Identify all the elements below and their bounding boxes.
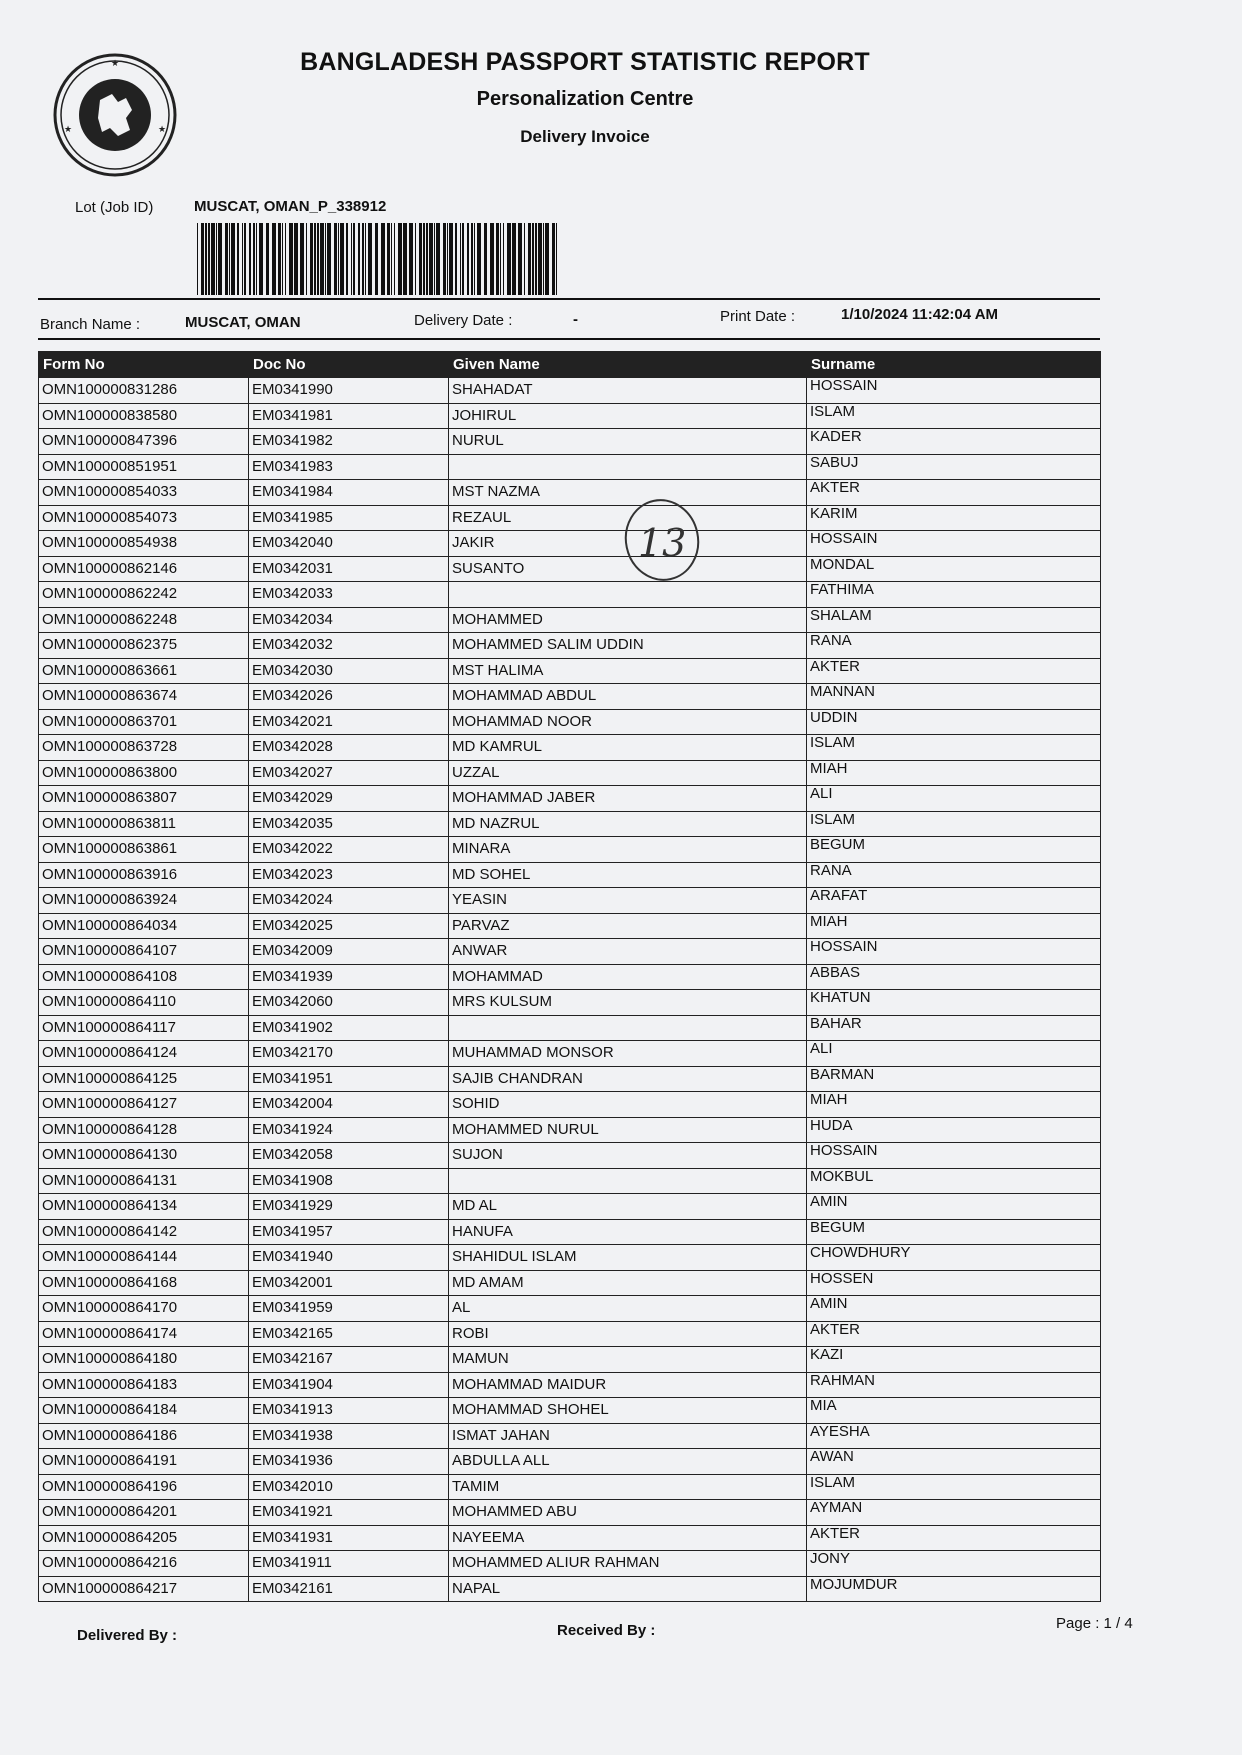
table-row — [39, 454, 1101, 480]
table-row — [39, 531, 1101, 557]
doc-no-cell: EM0342165 — [249, 1321, 449, 1347]
column-header-form-no: Form No — [39, 352, 249, 378]
doc-no-cell: EM0342029 — [249, 786, 449, 812]
given-name-cell: MST HALIMA — [449, 658, 807, 684]
form-no-cell: OMN100000864205 — [39, 1525, 249, 1551]
form-no-cell: OMN100000864128 — [39, 1117, 249, 1143]
doc-no-cell: EM0342024 — [249, 888, 449, 914]
table-row — [39, 1321, 1101, 1347]
table-row — [39, 1398, 1101, 1424]
doc-no-cell: EM0341983 — [249, 454, 449, 480]
surname-cell: MOKBUL — [807, 1168, 1101, 1194]
surname-cell: KADER — [807, 429, 1101, 455]
table-row — [39, 684, 1101, 710]
surname-cell: MIAH — [807, 913, 1101, 939]
surname-cell: KHATUN — [807, 990, 1101, 1016]
doc-no-cell: EM0341982 — [249, 429, 449, 455]
given-name-cell: JOHIRUL — [449, 403, 807, 429]
table-header-row — [39, 352, 1101, 378]
given-name-cell: JAKIR — [449, 531, 807, 557]
doc-no-cell: EM0342058 — [249, 1143, 449, 1169]
table-row — [39, 939, 1101, 965]
surname-cell: RANA — [807, 862, 1101, 888]
table-row — [39, 1015, 1101, 1041]
surname-cell: ALI — [807, 786, 1101, 812]
doc-no-cell: EM0342004 — [249, 1092, 449, 1118]
given-name-cell: HANUFA — [449, 1219, 807, 1245]
table-row — [39, 990, 1101, 1016]
surname-cell: AKTER — [807, 480, 1101, 506]
given-name-cell: MOHAMMAD SHOHEL — [449, 1398, 807, 1424]
table-row — [39, 786, 1101, 812]
given-name-cell: SUJON — [449, 1143, 807, 1169]
form-no-cell: OMN100000863924 — [39, 888, 249, 914]
doc-no-cell: EM0341985 — [249, 505, 449, 531]
surname-cell: ISLAM — [807, 403, 1101, 429]
table-row — [39, 913, 1101, 939]
divider — [38, 338, 1100, 340]
given-name-cell: MD AL — [449, 1194, 807, 1220]
doc-no-cell: EM0342009 — [249, 939, 449, 965]
form-no-cell: OMN100000864110 — [39, 990, 249, 1016]
lot-label: Lot (Job ID) — [75, 199, 154, 216]
surname-cell: HOSSAIN — [807, 378, 1101, 404]
table-row — [39, 964, 1101, 990]
form-no-cell: OMN100000864034 — [39, 913, 249, 939]
given-name-cell: ROBI — [449, 1321, 807, 1347]
surname-cell: MIA — [807, 1398, 1101, 1424]
table-row — [39, 888, 1101, 914]
table-row — [39, 760, 1101, 786]
given-name-cell — [449, 1015, 807, 1041]
barcode-icon — [197, 223, 559, 295]
surname-cell: MONDAL — [807, 556, 1101, 582]
surname-cell: BEGUM — [807, 837, 1101, 863]
surname-cell: ISLAM — [807, 735, 1101, 761]
table-row — [39, 1168, 1101, 1194]
doc-no-cell: EM0342022 — [249, 837, 449, 863]
surname-cell: HOSSEN — [807, 1270, 1101, 1296]
given-name-cell: REZAUL — [449, 505, 807, 531]
form-no-cell: OMN100000864183 — [39, 1372, 249, 1398]
form-no-cell: OMN100000862375 — [39, 633, 249, 659]
delivery-date-label: Delivery Date : — [414, 312, 513, 329]
doc-no-cell: EM0342030 — [249, 658, 449, 684]
form-no-cell: OMN100000864131 — [39, 1168, 249, 1194]
surname-cell: CHOWDHURY — [807, 1245, 1101, 1271]
form-no-cell: OMN100000864127 — [39, 1092, 249, 1118]
table-row — [39, 1525, 1101, 1551]
surname-cell: HOSSAIN — [807, 939, 1101, 965]
column-header-surname: Surname — [807, 352, 1101, 378]
given-name-cell: MOHAMMED NURUL — [449, 1117, 807, 1143]
given-name-cell: MOHAMMAD MAIDUR — [449, 1372, 807, 1398]
report-title: BANGLADESH PASSPORT STATISTIC REPORT — [300, 48, 870, 76]
given-name-cell: SOHID — [449, 1092, 807, 1118]
doc-no-cell: EM0342034 — [249, 607, 449, 633]
doc-no-cell: EM0341929 — [249, 1194, 449, 1220]
surname-cell: KAZI — [807, 1347, 1101, 1373]
received-by-label: Received By : — [557, 1622, 656, 1639]
surname-cell: RAHMAN — [807, 1372, 1101, 1398]
doc-no-cell: EM0342035 — [249, 811, 449, 837]
doc-no-cell: EM0342032 — [249, 633, 449, 659]
given-name-cell: TAMIM — [449, 1474, 807, 1500]
form-no-cell: OMN100000864117 — [39, 1015, 249, 1041]
surname-cell: SHALAM — [807, 607, 1101, 633]
table-row — [39, 1245, 1101, 1271]
doc-no-cell: EM0342001 — [249, 1270, 449, 1296]
form-no-cell: OMN100000847396 — [39, 429, 249, 455]
given-name-cell: MOHAMMED ABU — [449, 1500, 807, 1526]
given-name-cell: ISMAT JAHAN — [449, 1423, 807, 1449]
doc-no-cell: EM0341981 — [249, 403, 449, 429]
surname-cell: AYMAN — [807, 1500, 1101, 1526]
doc-no-cell: EM0342028 — [249, 735, 449, 761]
table-row — [39, 378, 1101, 404]
form-no-cell: OMN100000854033 — [39, 480, 249, 506]
doc-no-cell: EM0341959 — [249, 1296, 449, 1322]
given-name-cell: ANWAR — [449, 939, 807, 965]
form-no-cell: OMN100000863674 — [39, 684, 249, 710]
given-name-cell: NAPAL — [449, 1576, 807, 1602]
form-no-cell: OMN100000864168 — [39, 1270, 249, 1296]
doc-no-cell: EM0341940 — [249, 1245, 449, 1271]
form-no-cell: OMN100000863916 — [39, 862, 249, 888]
handwritten-circle-note — [622, 496, 704, 584]
given-name-cell: SUSANTO — [449, 556, 807, 582]
doc-no-cell: EM0341984 — [249, 480, 449, 506]
report-subtitle: Personalization Centre — [476, 88, 694, 110]
given-name-cell: MOHAMMAD — [449, 964, 807, 990]
doc-no-cell: EM0342040 — [249, 531, 449, 557]
form-no-cell: OMN100000864125 — [39, 1066, 249, 1092]
doc-no-cell: EM0342025 — [249, 913, 449, 939]
doc-no-cell: EM0341921 — [249, 1500, 449, 1526]
table-row — [39, 582, 1101, 608]
form-no-cell: OMN100000864170 — [39, 1296, 249, 1322]
doc-no-cell: EM0342170 — [249, 1041, 449, 1067]
table-row — [39, 811, 1101, 837]
doc-no-cell: EM0341911 — [249, 1551, 449, 1577]
divider — [38, 298, 1100, 300]
doc-no-cell: EM0341951 — [249, 1066, 449, 1092]
surname-cell: MIAH — [807, 760, 1101, 786]
branch-label: Branch Name : — [40, 316, 141, 333]
surname-cell: KARIM — [807, 505, 1101, 531]
given-name-cell: MOHAMMED SALIM UDDIN — [449, 633, 807, 659]
surname-cell: BAHAR — [807, 1015, 1101, 1041]
table-row — [39, 1576, 1101, 1602]
form-no-cell: OMN100000854938 — [39, 531, 249, 557]
surname-cell: RANA — [807, 633, 1101, 659]
table-row — [39, 1372, 1101, 1398]
surname-cell: FATHIMA — [807, 582, 1101, 608]
surname-cell: AWAN — [807, 1449, 1101, 1475]
form-no-cell: OMN100000851951 — [39, 454, 249, 480]
given-name-cell: MST NAZMA — [449, 480, 807, 506]
svg-text:★: ★ — [64, 125, 73, 135]
given-name-cell: MOHAMMAD JABER — [449, 786, 807, 812]
surname-cell: JONY — [807, 1551, 1101, 1577]
table-row — [39, 709, 1101, 735]
given-name-cell: MD NAZRUL — [449, 811, 807, 837]
handwritten-number: 13 — [638, 521, 687, 565]
table-row — [39, 607, 1101, 633]
doc-no-cell: EM0341990 — [249, 378, 449, 404]
document-type: Delivery Invoice — [520, 127, 650, 146]
given-name-cell — [449, 454, 807, 480]
table-row — [39, 1041, 1101, 1067]
table-row — [39, 1270, 1101, 1296]
form-no-cell: OMN100000864134 — [39, 1194, 249, 1220]
form-no-cell: OMN100000863800 — [39, 760, 249, 786]
surname-cell: ISLAM — [807, 811, 1101, 837]
given-name-cell: MINARA — [449, 837, 807, 863]
doc-no-cell: EM0341924 — [249, 1117, 449, 1143]
surname-cell: MIAH — [807, 1092, 1101, 1118]
given-name-cell: PARVAZ — [449, 913, 807, 939]
surname-cell: MOJUMDUR — [807, 1576, 1101, 1602]
doc-no-cell: EM0342021 — [249, 709, 449, 735]
surname-cell: HOSSAIN — [807, 1143, 1101, 1169]
surname-cell: HUDA — [807, 1117, 1101, 1143]
table-row — [39, 429, 1101, 455]
form-no-cell: OMN100000864217 — [39, 1576, 249, 1602]
form-no-cell: OMN100000863701 — [39, 709, 249, 735]
surname-cell: AKTER — [807, 658, 1101, 684]
table-row — [39, 1474, 1101, 1500]
doc-no-cell: EM0341902 — [249, 1015, 449, 1041]
delivery-table — [38, 351, 1100, 1602]
svg-text:★: ★ — [158, 125, 167, 135]
doc-no-cell: EM0342060 — [249, 990, 449, 1016]
form-no-cell: OMN100000862146 — [39, 556, 249, 582]
print-date-label: Print Date : — [720, 308, 796, 325]
given-name-cell: MD AMAM — [449, 1270, 807, 1296]
doc-no-cell: EM0341957 — [249, 1219, 449, 1245]
print-date-value: 1/10/2024 11:42:04 AM — [841, 306, 999, 323]
given-name-cell: SAJIB CHANDRAN — [449, 1066, 807, 1092]
table-row — [39, 1066, 1101, 1092]
surname-cell: BARMAN — [807, 1066, 1101, 1092]
surname-cell: UDDIN — [807, 709, 1101, 735]
table-row — [39, 633, 1101, 659]
table-row — [39, 1500, 1101, 1526]
table-row — [39, 1296, 1101, 1322]
table-row — [39, 862, 1101, 888]
form-no-cell: OMN100000862248 — [39, 607, 249, 633]
form-no-cell: OMN100000864108 — [39, 964, 249, 990]
form-no-cell: OMN100000864184 — [39, 1398, 249, 1424]
surname-cell: ALI — [807, 1041, 1101, 1067]
table-row — [39, 837, 1101, 863]
given-name-cell: MAMUN — [449, 1347, 807, 1373]
surname-cell: ISLAM — [807, 1474, 1101, 1500]
doc-no-cell: EM0342031 — [249, 556, 449, 582]
table-row — [39, 1219, 1101, 1245]
surname-cell: SABUJ — [807, 454, 1101, 480]
doc-no-cell: EM0342026 — [249, 684, 449, 710]
doc-no-cell: EM0342161 — [249, 1576, 449, 1602]
surname-cell: AKTER — [807, 1321, 1101, 1347]
given-name-cell: YEASIN — [449, 888, 807, 914]
table-row — [39, 1092, 1101, 1118]
form-no-cell: OMN100000863728 — [39, 735, 249, 761]
surname-cell: HOSSAIN — [807, 531, 1101, 557]
delivery-date-value: - — [573, 311, 578, 328]
form-no-cell: OMN100000864201 — [39, 1500, 249, 1526]
table-row — [39, 1117, 1101, 1143]
surname-cell: AYESHA — [807, 1423, 1101, 1449]
table-row — [39, 1551, 1101, 1577]
form-no-cell: OMN100000864174 — [39, 1321, 249, 1347]
given-name-cell: NURUL — [449, 429, 807, 455]
table-row — [39, 480, 1101, 506]
doc-no-cell: EM0341931 — [249, 1525, 449, 1551]
table-row — [39, 1347, 1101, 1373]
given-name-cell: SHAHADAT — [449, 378, 807, 404]
given-name-cell: MRS KULSUM — [449, 990, 807, 1016]
form-no-cell: OMN100000863807 — [39, 786, 249, 812]
table-row — [39, 505, 1101, 531]
form-no-cell: OMN100000864130 — [39, 1143, 249, 1169]
form-no-cell: OMN100000854073 — [39, 505, 249, 531]
doc-no-cell: EM0341908 — [249, 1168, 449, 1194]
surname-cell: BEGUM — [807, 1219, 1101, 1245]
given-name-cell: MOHAMMAD ABDUL — [449, 684, 807, 710]
table-row — [39, 403, 1101, 429]
given-name-cell: ABDULLA ALL — [449, 1449, 807, 1475]
surname-cell: AMIN — [807, 1194, 1101, 1220]
given-name-cell: SHAHIDUL ISLAM — [449, 1245, 807, 1271]
form-no-cell: OMN100000863861 — [39, 837, 249, 863]
given-name-cell: MOHAMMED — [449, 607, 807, 633]
doc-no-cell: EM0341939 — [249, 964, 449, 990]
given-name-cell: MD KAMRUL — [449, 735, 807, 761]
lot-value: MUSCAT, OMAN_P_338912 — [194, 198, 387, 215]
given-name-cell: MOHAMMAD NOOR — [449, 709, 807, 735]
doc-no-cell: EM0341904 — [249, 1372, 449, 1398]
surname-cell: ABBAS — [807, 964, 1101, 990]
given-name-cell — [449, 1168, 807, 1194]
surname-cell: AMIN — [807, 1296, 1101, 1322]
table-row — [39, 1143, 1101, 1169]
doc-no-cell: EM0342033 — [249, 582, 449, 608]
form-no-cell: OMN100000864142 — [39, 1219, 249, 1245]
surname-cell: MANNAN — [807, 684, 1101, 710]
doc-no-cell: EM0342027 — [249, 760, 449, 786]
given-name-cell — [449, 582, 807, 608]
form-no-cell: OMN100000864124 — [39, 1041, 249, 1067]
table-row — [39, 735, 1101, 761]
form-no-cell: OMN100000864186 — [39, 1423, 249, 1449]
doc-no-cell: EM0341913 — [249, 1398, 449, 1424]
table-row — [39, 556, 1101, 582]
doc-no-cell: EM0342010 — [249, 1474, 449, 1500]
form-no-cell: OMN100000864107 — [39, 939, 249, 965]
given-name-cell: UZZAL — [449, 760, 807, 786]
table-row — [39, 1449, 1101, 1475]
given-name-cell: MD SOHEL — [449, 862, 807, 888]
given-name-cell: NAYEEMA — [449, 1525, 807, 1551]
form-no-cell: OMN100000864216 — [39, 1551, 249, 1577]
form-no-cell: OMN100000863661 — [39, 658, 249, 684]
table-row — [39, 658, 1101, 684]
form-no-cell: OMN100000864196 — [39, 1474, 249, 1500]
surname-cell: ARAFAT — [807, 888, 1101, 914]
form-no-cell: OMN100000864180 — [39, 1347, 249, 1373]
given-name-cell: MUHAMMAD MONSOR — [449, 1041, 807, 1067]
given-name-cell: MOHAMMED ALIUR RAHMAN — [449, 1551, 807, 1577]
table-row — [39, 1194, 1101, 1220]
column-header-doc-no: Doc No — [249, 352, 449, 378]
doc-no-cell: EM0341936 — [249, 1449, 449, 1475]
column-header-given-name: Given Name — [449, 352, 807, 378]
form-no-cell: OMN100000864191 — [39, 1449, 249, 1475]
form-no-cell: OMN100000831286 — [39, 378, 249, 404]
form-no-cell: OMN100000838580 — [39, 403, 249, 429]
doc-no-cell: EM0342023 — [249, 862, 449, 888]
doc-no-cell: EM0342167 — [249, 1347, 449, 1373]
given-name-cell: AL — [449, 1296, 807, 1322]
svg-text:★: ★ — [110, 59, 120, 69]
form-no-cell: OMN100000864144 — [39, 1245, 249, 1271]
page-number: Page : 1 / 4 — [1056, 1615, 1133, 1632]
table-row — [39, 1423, 1101, 1449]
doc-no-cell: EM0341938 — [249, 1423, 449, 1449]
form-no-cell: OMN100000863811 — [39, 811, 249, 837]
form-no-cell: OMN100000862242 — [39, 582, 249, 608]
delivered-by-label: Delivered By : — [77, 1627, 178, 1644]
branch-value: MUSCAT, OMAN — [185, 314, 301, 331]
surname-cell: AKTER — [807, 1525, 1101, 1551]
